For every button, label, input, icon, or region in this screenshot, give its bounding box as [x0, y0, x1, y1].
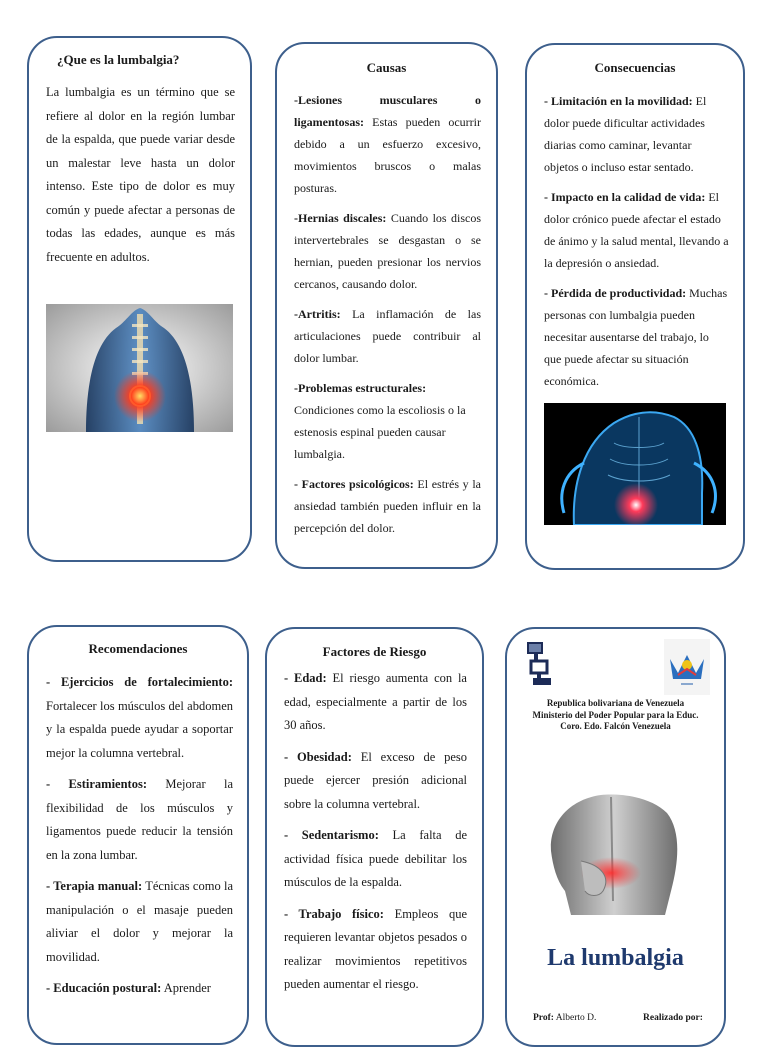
panel-recomendaciones [27, 625, 249, 1045]
back-pain-xray-image [544, 403, 726, 525]
panel-title: ¿Que es la lumbalgia? [57, 52, 180, 67]
factor-item: - Sedentarismo: La falta de actividad física puede debilitar los músculos de la espalda. [284, 828, 467, 889]
consecuencia-item: - Pérdida de productividad: Muchas personas con lumbalgia pueden necesitar ausentarse del trabajo, lo que puede afectar su situación económica. [544, 286, 728, 388]
recomendacion-item: - Terapia manual: Técnicas como la manipulación o el masaje pueden aliviar el dolor y mejorar la movilidad. [46, 879, 233, 964]
recomendacion-item: - Ejercicios de fortalecimiento: Fortalecer los músculos del abdomen y la espalda puede ayudar a soportar mejor la columna vertebral. [46, 675, 233, 760]
spine-pain-image [46, 304, 233, 432]
consecuencia-item: - Impacto en la calidad de vida: El dolor crónico puede afectar el estado de ánimo y la salud mental, llevando a la depresión o ansiedad. [544, 190, 729, 270]
factor-item: - Edad: El riesgo aumenta con la edad, especialmente a partir de los 30 años. [284, 671, 467, 732]
panel-causas [275, 42, 498, 569]
panel-factores-riesgo [265, 627, 484, 1047]
ministry-logo-icon [664, 639, 710, 695]
school-logo-icon [525, 641, 557, 687]
causa-item: - Factores psicológicos: El estrés y la ansiedad también pueden influir en la percepción del dolor. [294, 477, 481, 535]
realizado-label: Realizado por: [643, 1013, 703, 1023]
causa-item: -Problemas estructurales: Condiciones como la escoliosis o la estenosis espinal pueden causar lumbalgia. [294, 381, 466, 461]
prof-credit: Prof: Alberto D. [533, 1013, 597, 1023]
factor-item: - Obesidad: El exceso de peso puede ejercer presión adicional sobre la columna vertebral. [284, 749, 468, 811]
causa-item: -Lesiones musculares o ligamentosas: Estas pueden ocurrir debido a un esfuerzo excesivo, movimientos bruscos o malas posturas. [294, 93, 481, 195]
panel-title: Causas [366, 60, 407, 75]
causa-item: -Hernias discales: Cuando los discos intervertebrales se desgastan o se hernian, pueden presionar los nervios cercanos, causando dolor. [294, 211, 481, 291]
causa-item: -Artritis: La inflamación de las articulaciones puede contribuir al dolor lumbar. [294, 307, 481, 365]
que-es-text: La lumbalgia es un término que se refiere al dolor en la región lumbar de la espalda, que puede variar desde un malestar leve hasta un dolor intenso. Este tipo de dolor es muy común y puede afectar a personas de todas las edades, aunque es más frecuente en adultos. [46, 85, 235, 264]
panel-title: Recomendaciones [88, 641, 188, 656]
consecuencia-item: - Limitación en la movilidad: El dolor puede dificultar actividades diarias como caminar, levantar objetos o incluso estar sentado. [544, 94, 707, 174]
panel-title: Factores de Riesgo [322, 644, 427, 659]
factor-item: - Trabajo físico: Empleos que requieren levantar objetos pesados o realizar movimientos repetitivos pueden aumentar el riesgo. [284, 906, 467, 991]
recomendacion-item: - Educación postural: Aprender [46, 981, 211, 995]
panel-title: Consecuencias [594, 60, 676, 75]
panel-que-es [27, 36, 252, 562]
panel-consecuencias [525, 43, 745, 570]
cover-title: La lumbalgia [547, 945, 684, 971]
cover-back-pain-image [541, 791, 683, 915]
institution-header: Republica bolivariana de Venezuela Ministerio del Poder Popular para la Educ. Coro. Edo. Falcón Venezuela [532, 698, 699, 731]
recomendacion-item: - Estiramientos: Mejorar la flexibilidad de los músculos y ligamentos puede reducir la tensión en la zona lumbar. [46, 777, 234, 862]
panel-portada [505, 627, 726, 1047]
